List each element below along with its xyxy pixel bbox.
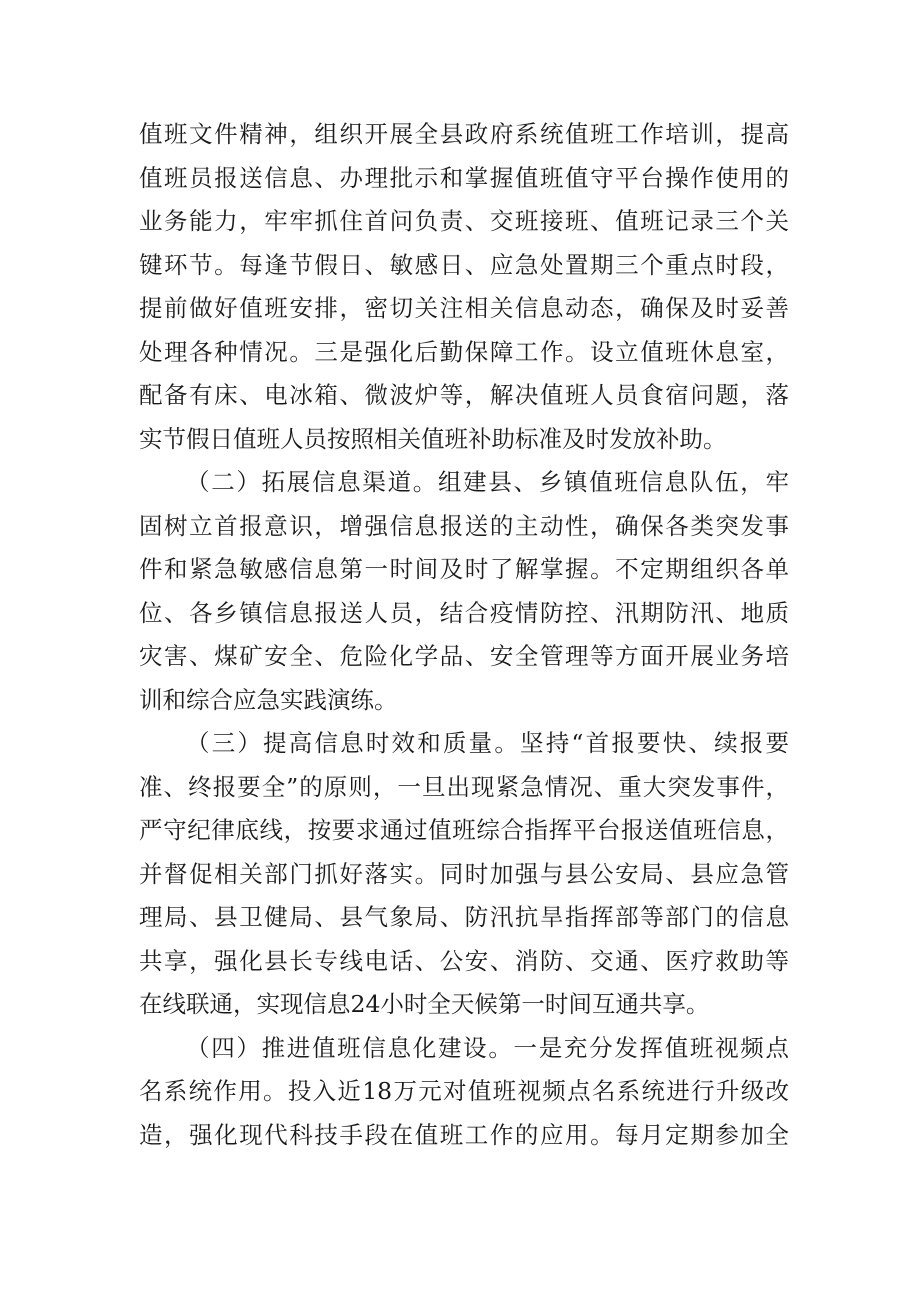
text-line: 位、各乡镇信息报送人员，结合疫情防控、汛期防汛、地质 [139, 598, 789, 627]
text-line: 件和紧急敏感信息第一时间及时了解掌握。不定期组织各单 [139, 555, 789, 583]
text-line: 实节假日值班人员按照相关值班补助标准及时发放补助。 [139, 424, 727, 453]
text-line: 名系统作用。投入近18万元对值班视频点名系统进行升级改 [139, 1077, 789, 1105]
text-line: 处理各种情况。三是强化后勤保障工作。设立值班休息室， [139, 337, 789, 366]
text-line: 配备有床、电冰箱、微波炉等，解决值班人员食宿问题，落 [139, 381, 789, 409]
text-line: 共享，强化县长专线电话、公安、消防、交通、医疗救助等 [139, 946, 789, 975]
text-line: 准、终报要全”的原则，一旦出现紧急情况、重大突发事件， [139, 772, 789, 801]
text-line: 训和综合应急实践演练。 [139, 685, 398, 714]
text-line: 在线联通，实现信息24小时全天候第一时间互通共享。 [139, 990, 710, 1018]
text-line: 提前做好值班安排，密切关注相关信息动态，确保及时妥善 [139, 294, 789, 322]
text-line: 业务能力，牢牢抓住首问负责、交班接班、值班记录三个关 [139, 207, 789, 235]
text-line: 值班员报送信息、办理批示和掌握值班值守平台操作使用的 [139, 163, 789, 192]
paragraph-heading-line: （三）提高信息时效和质量。坚持“首报要快、续报要 [186, 729, 789, 757]
text-line: 值班文件精神，组织开展全县政府系统值班工作培训，提高 [139, 120, 789, 148]
paragraph-heading-line: （四）推进值班信息化建设。一是充分发挥值班视频点 [186, 1033, 789, 1062]
text-line: 灾害、煤矿安全、危险化学品、安全管理等方面开展业务培 [139, 642, 789, 670]
text-line: 理局、县卫健局、县气象局、防汛抗旱指挥部等部门的信息 [139, 903, 789, 931]
text-line: 固树立首报意识，增强信息报送的主动性，确保各类突发事 [139, 511, 789, 540]
text-line: 造，强化现代科技手段在值班工作的应用。每月定期参加全 [139, 1120, 789, 1149]
text-line: 并督促相关部门抓好落实。同时加强与县公安局、县应急管 [139, 859, 789, 888]
body-text [139, 113, 789, 1157]
text-line: 键环节。每逢节假日、敏感日、应急处置期三个重点时段， [139, 250, 789, 279]
paragraph-heading-line: （二）拓展信息渠道。组建县、乡镇值班信息队伍，牢 [186, 468, 789, 496]
text-line: 严守纪律底线，按要求通过值班综合指挥平台报送值班信息， [139, 816, 789, 844]
